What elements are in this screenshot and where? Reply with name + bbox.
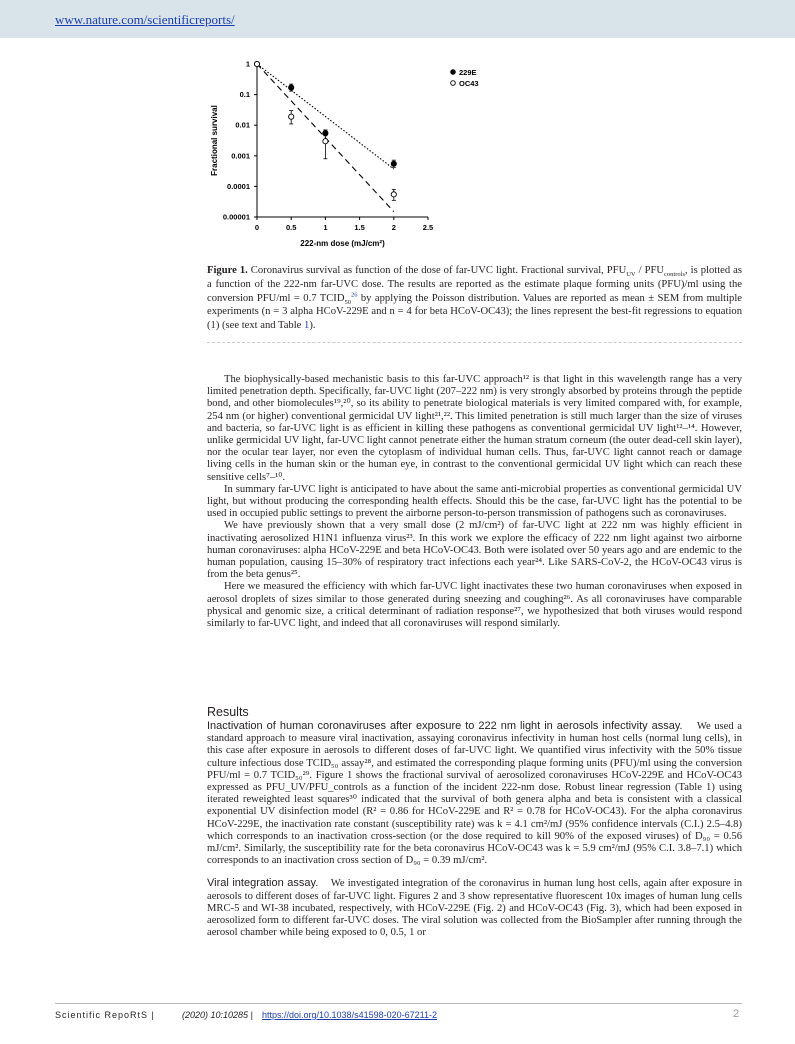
subsection-title: Inactivation of human coronaviruses after exposure to 222 nm light in aerosols infectivity assay. — [207, 720, 683, 732]
x-tick-label: 1 — [323, 223, 328, 232]
caption-sub: controls — [664, 271, 685, 279]
figure-1 — [200, 50, 640, 255]
data-point-229E — [391, 161, 396, 166]
journal-url-link[interactable]: www.nature.com/scientificreports/ — [55, 12, 235, 27]
paragraph: Here we measured the efficiency with which far-UVC light inactivates these two human coronaviruses when exposed in aerosol droplets of sizes similar to those generated during sneezing and coughing²⁶. As all coronaviruses have comparable physical and genomic size, a critical determinant of radiation response²⁷, we hypothesized that both viruses would respond similarly to far-UVC light, and indeed that all coronaviruses will respond similarly. — [207, 581, 742, 630]
y-tick-label: 0.1 — [239, 90, 250, 100]
footer-journal: Scientific RepoRtS | — [55, 1010, 155, 1020]
data-point-OC43 — [254, 61, 259, 66]
results-heading: Results — [207, 705, 249, 719]
header-bar — [0, 0, 795, 38]
figure-caption — [207, 264, 742, 333]
caption-sub: UV — [626, 271, 636, 279]
y-tick-label: 0.01 — [235, 120, 250, 130]
y-axis-title: Fractional survival — [210, 105, 219, 176]
caption-text: , is plotted as a function of the 222-nm far-UVC dose. The results are reported as the estimate plaque forming units (PFU)/ml using the conversion PFU/ml = 0.7 TCID — [207, 265, 742, 304]
y-tick-label: 0.00001 — [222, 212, 250, 222]
caption-divider — [207, 342, 742, 343]
data-point-229E — [289, 85, 294, 90]
y-tick-label: 0.0001 — [227, 181, 250, 191]
legend-marker — [451, 81, 456, 86]
intro-body — [207, 374, 742, 630]
caption-label: Figure 1. — [207, 265, 248, 276]
caption-text: Coronavirus survival as function of the dose of far-UVC light. Fractional survival, PFU — [250, 265, 627, 276]
x-tick-label: 1.5 — [354, 223, 365, 232]
x-tick-label: 2 — [391, 223, 396, 232]
paragraph: We investigated integration of the coronavirus in human lung host cells, again after exposure in aerosols to different doses of far-UVC light. Figures 2 and 3 show representative fluorescent 10x images of human lung cells MRC-5 and WI-38 incubated, respectively, with HCoV-229E (Fig. 2) and HCoV-OC43 (Fig. 3), which had been exposed in aerosolized form to different far-UVC doses. The viral solution was collected from the BioSampler after running through the aerosol chamber while being exposed to 0, 0.5, 1 or — [207, 878, 743, 939]
x-tick-label: 0.5 — [285, 223, 297, 232]
caption-ref[interactable]: 26 — [350, 291, 358, 299]
data-point-OC43 — [289, 114, 294, 119]
results-body — [207, 720, 742, 939]
table-ref-link[interactable]: 1 — [304, 320, 310, 332]
data-point-OC43 — [391, 192, 396, 197]
doi-link[interactable]: https://doi.org/10.1038/s41598-020-67211-2 — [262, 1010, 437, 1020]
paragraph: We used a standard approach to measure viral inactivation, assaying coronavirus infectivity in human host cells (normal lung cells), in this case after exposure in aerosols to different doses of far-UVC light. We quantified virus infectivity with the 50% tissue culture infectious dose TCID₅₀ assay²⁸, and estimated the corresponding plaque forming units (PFU)/ml using the conversion PFU/ml = 0.7 TCID₅₀²⁹. Figure 1 shows the fractional survival of aerosolized coronaviruses HCoV-229E and HCoV-OC43 expressed as PFU_UV/PFU_controls as a function of the incident 222-nm dose. Robust linear regression (Table 1) using iterated reweighted least squares³⁰ indicated that the survival of both genera alpha and beta is consistent with a classical exponential UV disinfection model (R² = 0.86 for HCoV-229E and R² = 0.78 for HCoV-OC43). For the alpha coronavirus HCoV-229E, the inactivation rate constant (susceptibility rate) was k = 4.1 cm²/mJ (95% confidence intervals (C.I.) 2.5–4.8) which corresponds to an inactivation cross-section (or the dose required to kill 90% of the exposed viruses) of D₉₀ = 0.56 mJ/cm². Similarly, the susceptibility rate for the beta coronavirus HCoV-OC43 was k = 5.9 cm²/mJ (95% C.I. 3.8–7.1) which corresponds to an inactivation cross section of D₉₀ = 0.39 mJ/cm². — [207, 721, 742, 867]
y-tick-label: 1 — [245, 59, 250, 69]
footer-divider — [55, 1003, 742, 1004]
legend-label: OC43 — [459, 79, 479, 88]
footer-citation: (2020) 10:10285 | — [182, 1010, 253, 1020]
caption-text: / PFU — [635, 265, 665, 276]
legend-label: 229E — [459, 68, 477, 77]
caption-sub: 50 — [344, 298, 351, 306]
y-tick-label: 0.001 — [231, 151, 250, 161]
data-point-OC43 — [323, 139, 328, 144]
x-axis-title: 222-nm dose (mJ/cm²) — [300, 239, 385, 248]
paragraph: In summary far-UVC light is anticipated to have about the same anti-microbial properties as conventional germicidal UV light, but without producing the corresponding health effects. Should this be the case, far-UVC light has the potential to be used in occupied public settings to prevent the airborne person-to-person transmission of pathogens such as coronaviruses. — [207, 483, 742, 520]
x-tick-label: 0 — [254, 223, 260, 232]
subsection-title: Viral integration assay. — [207, 877, 319, 890]
x-tick-label: 2.5 — [422, 223, 434, 232]
survival-chart — [200, 50, 640, 255]
paragraph: The biophysically-based mechanistic basis to this far-UVC approach¹² is that light in this wavelength range has a very limited penetration depth. Specifically, far-UVC light (207–222 nm) is very strongly absorbed by proteins through the peptide bond, and other biomolecules¹⁹,²⁰, so its ability to penetrate biological materials is very limited compared with, for example, 254 nm (or higher) conventional germicidal UV light²¹,²². This limited penetration is still much larger than the size of viruses and bacteria, so far-UVC light is as efficient in killing these pathogens as conventional germicidal UV light¹²–¹⁴. However, unlike germicidal UV light, far-UVC light cannot penetrate either the human stratum corneum (the outer dead-cell skin layer), nor the ocular tear layer, nor even the cytoplasm of individual human cells. Thus, far-UVC light cannot reach or damage living cells in the human skin or the human eye, in contrast to the conventional germicidal UV light which can reach these sensitive cells⁷–¹⁰. — [207, 374, 742, 483]
paragraph: We have previously shown that a very small dose (2 mJ/cm²) of far-UVC light at 222 nm was highly efficient in inactivating aerosolized H1N1 influenza virus²³. In this work we explore the efficacy of 222 nm light against two airborne human coronaviruses: alpha HCoV-229E and beta HCoV-OC43. Both were isolated over 50 years ago and are endemic to the human population, causing 15–30% of respiratory tract infections each year²⁴. Like SARS-CoV-2, the HCoV-OC43 virus is from the beta genus²⁵. — [207, 520, 742, 581]
legend-marker — [451, 70, 456, 75]
caption-text: by applying the Poisson distribution. Values are reported as mean ± SEM from multiple experiments (n = 3 alpha HCoV-229E and n = 4 for beta HCoV-OC43); the lines represent the best-fit regressions to equation (1) (see text and Table — [207, 292, 742, 332]
caption-text: ). — [309, 320, 316, 332]
page-number: 2 — [733, 1008, 740, 1020]
